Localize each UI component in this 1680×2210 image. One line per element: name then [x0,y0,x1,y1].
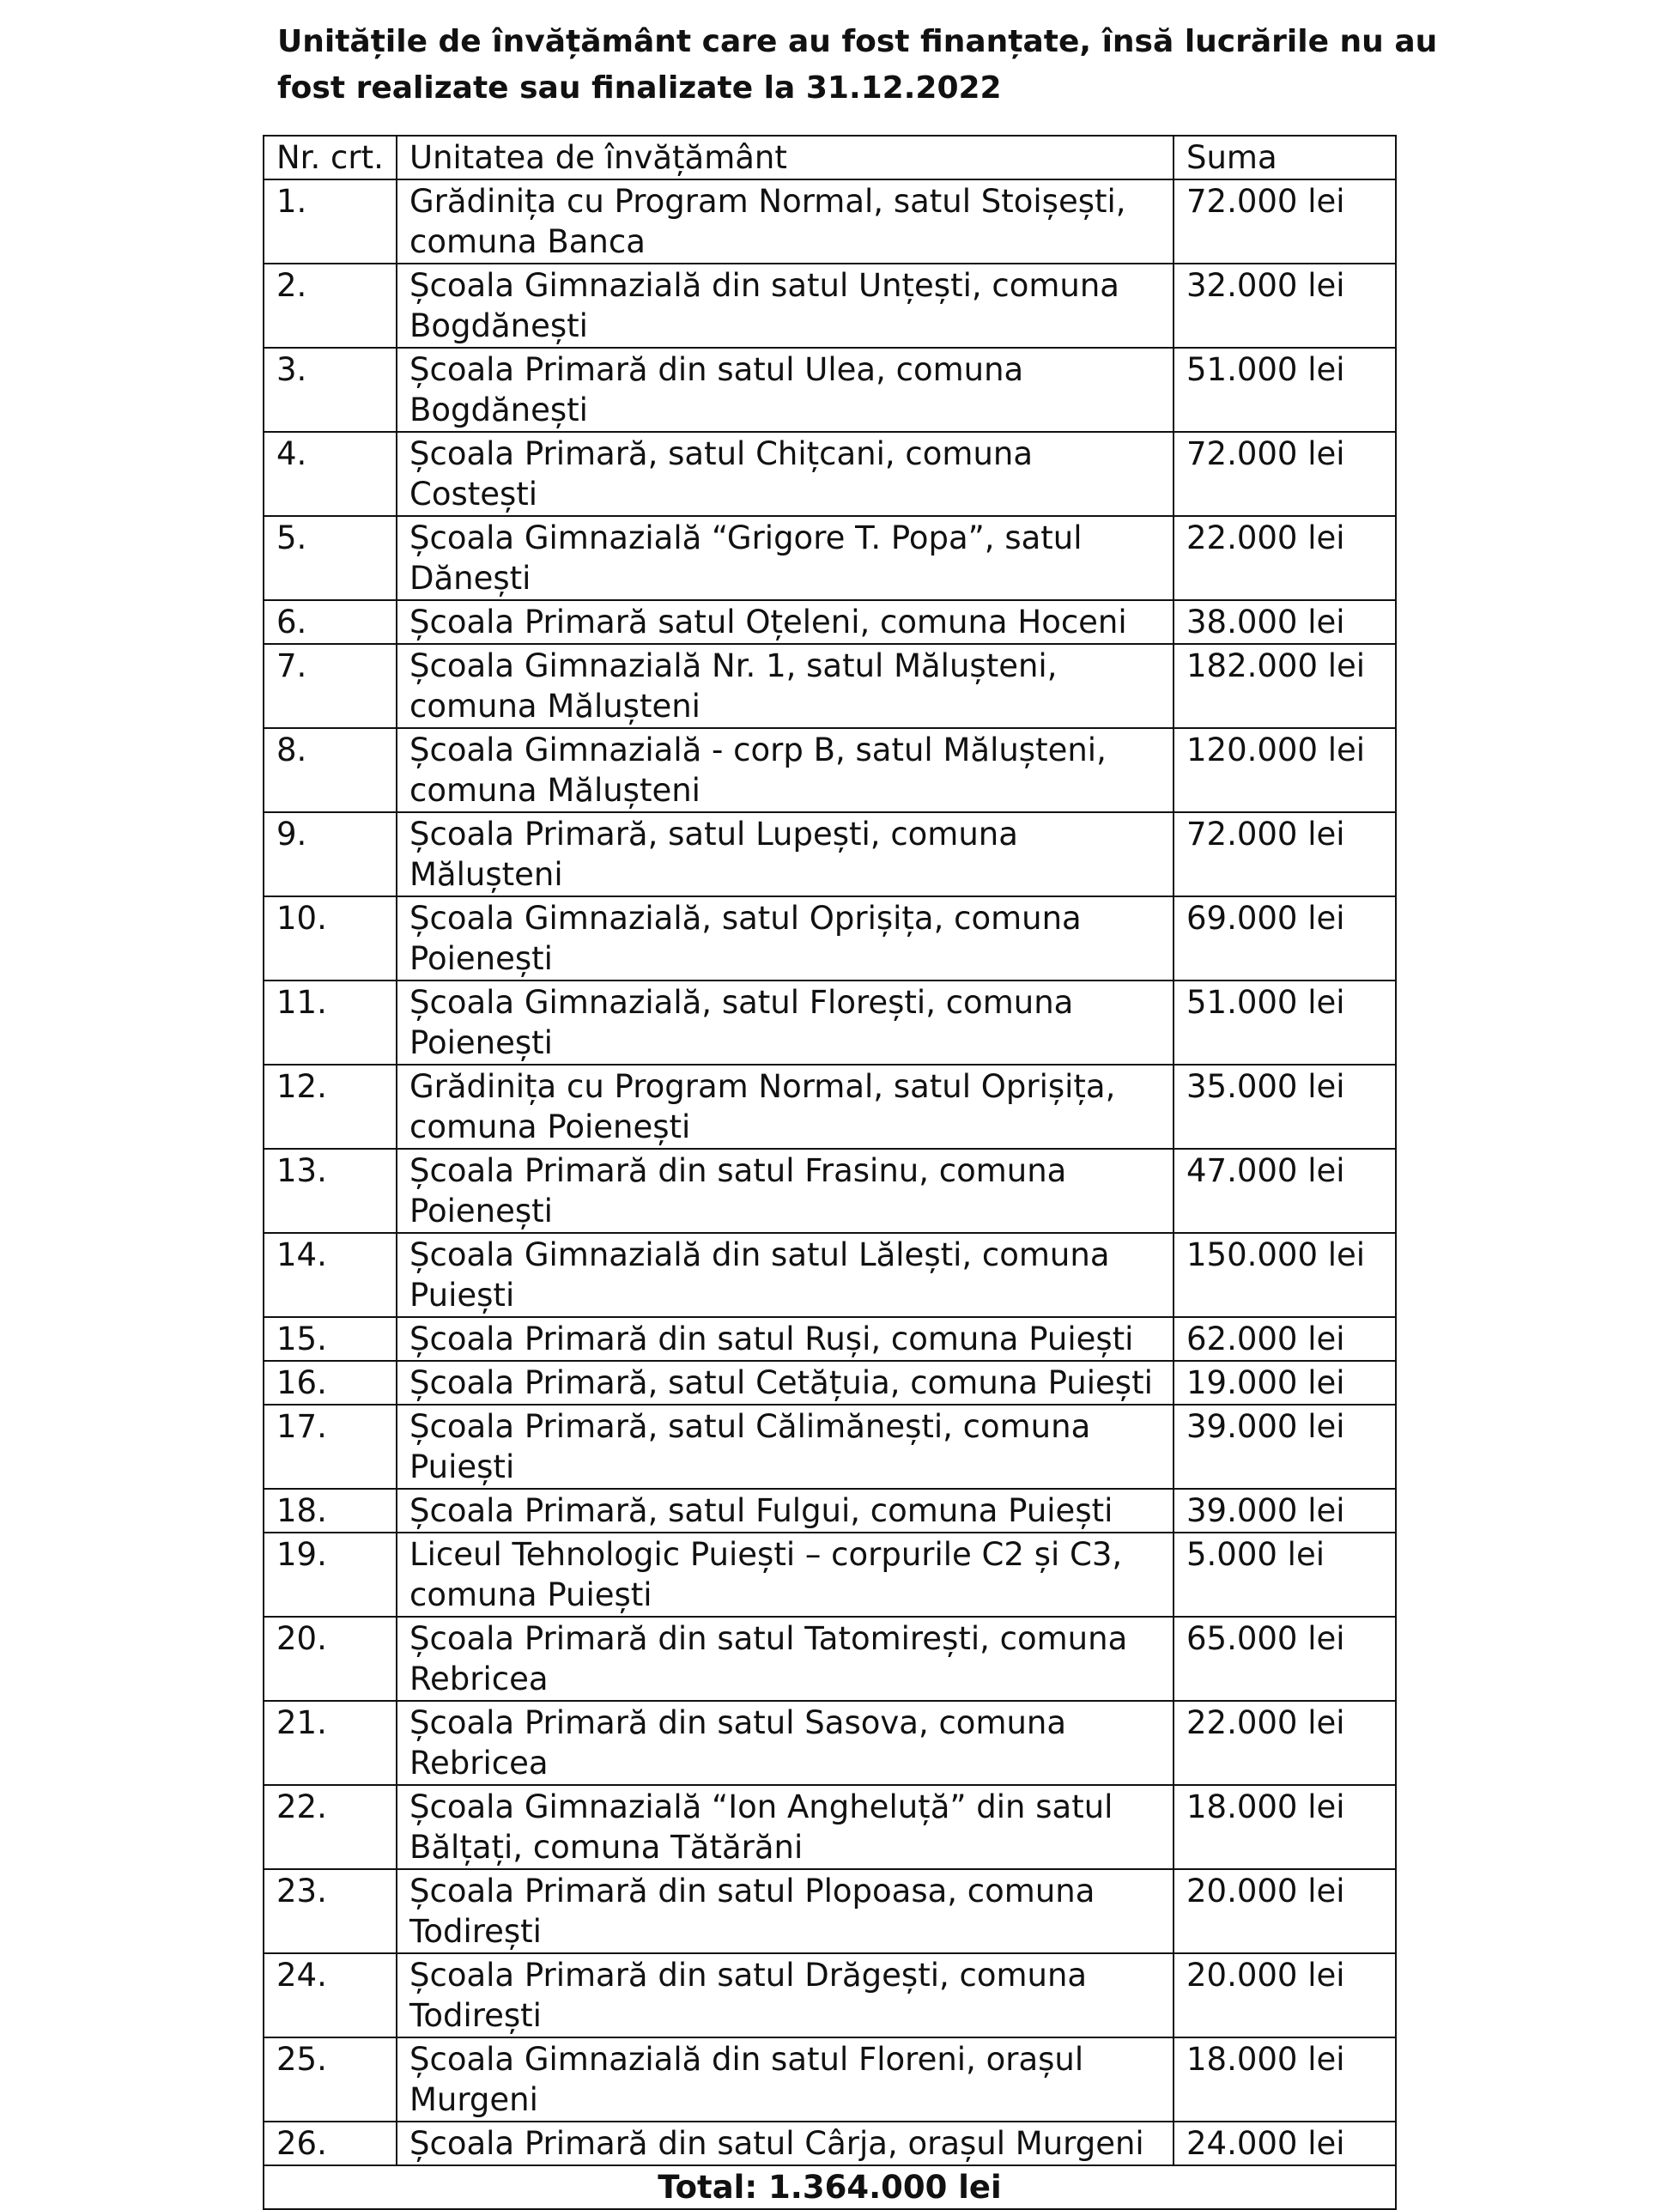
row-number: 18. [264,1489,397,1533]
table-row [264,1533,1396,1617]
school-name: Grădinița cu Program Normal, satul Oprișița, comuna Poienești [397,1065,1174,1149]
row-number: 1. [264,179,397,264]
amount: 5.000 lei [1174,1533,1396,1617]
table-row [264,1233,1396,1317]
school-name: Școala Primară din satul Cârja, orașul Murgeni [397,2122,1174,2165]
row-number: 10. [264,896,397,981]
table-row [264,1701,1396,1785]
table-row [264,896,1396,981]
row-number: 21. [264,1701,397,1785]
table-row [264,2037,1396,2122]
amount: 47.000 lei [1174,1149,1396,1233]
schools-table [263,135,1397,2210]
total-row [264,2165,1396,2209]
table-row [264,1149,1396,1233]
row-number: 3. [264,348,397,432]
table-row [264,1317,1396,1361]
table-row [264,1869,1396,1953]
table-row [264,264,1396,348]
amount: 32.000 lei [1174,264,1396,348]
school-name: Școala Gimnazială Nr. 1, satul Mălușteni, comuna Mălușteni [397,644,1174,728]
amount: 65.000 lei [1174,1617,1396,1701]
school-name: Școala Primară, satul Cetățuia, comuna Puiești [397,1361,1174,1405]
table-row [264,1405,1396,1489]
row-number: 14. [264,1233,397,1317]
school-name: Școala Gimnazială din satul Floreni, orașul Murgeni [397,2037,1174,2122]
table-row [264,516,1396,600]
school-name: Școala Primară din satul Ruși, comuna Puiești [397,1317,1174,1361]
amount: 150.000 lei [1174,1233,1396,1317]
row-number: 25. [264,2037,397,2122]
row-number: 15. [264,1317,397,1361]
row-number: 8. [264,728,397,812]
amount: 24.000 lei [1174,2122,1396,2165]
row-number: 4. [264,432,397,516]
row-number: 7. [264,644,397,728]
header-unit: Unitatea de învățământ [397,136,1174,179]
total-value: Total: 1.364.000 lei [264,2165,1396,2209]
table-row [264,348,1396,432]
row-number: 12. [264,1065,397,1149]
row-number: 26. [264,2122,397,2165]
amount: 38.000 lei [1174,600,1396,644]
table-row [264,1617,1396,1701]
school-name: Școala Primară din satul Sasova, comuna Rebricea [397,1701,1174,1785]
table-row [264,1489,1396,1533]
school-name: Școala Gimnazială, satul Florești, comuna Poienești [397,981,1174,1065]
school-name: Școala Gimnazială “Grigore T. Popa”, satul Dănești [397,516,1174,600]
row-number: 22. [264,1785,397,1869]
row-number: 6. [264,600,397,644]
school-name: Școala Primară din satul Plopoasa, comuna Todirești [397,1869,1174,1953]
row-number: 13. [264,1149,397,1233]
school-name: Liceul Tehnologic Puiești – corpurile C2 și C3, comuna Puiești [397,1533,1174,1617]
school-name: Școala Primară, satul Chițcani, comuna Costești [397,432,1174,516]
table-row [264,644,1396,728]
amount: 18.000 lei [1174,2037,1396,2122]
table-row [264,600,1396,644]
amount: 35.000 lei [1174,1065,1396,1149]
amount: 182.000 lei [1174,644,1396,728]
school-name: Grădinița cu Program Normal, satul Stoișești, comuna Banca [397,179,1174,264]
row-number: 19. [264,1533,397,1617]
amount: 19.000 lei [1174,1361,1396,1405]
row-number: 16. [264,1361,397,1405]
school-name: Școala Primară din satul Ulea, comuna Bogdănești [397,348,1174,432]
document-title: Unitățile de învățământ care au fost finanțate, însă lucrările nu au fost realizate sau finalizate la 31.12.2022 [277,24,1438,106]
table-row [264,981,1396,1065]
amount: 39.000 lei [1174,1405,1396,1489]
school-name: Școala Gimnazială “Ion Angheluță” din satul Bălțați, comuna Tătărăni [397,1785,1174,1869]
table-row [264,2122,1396,2165]
row-number: 23. [264,1869,397,1953]
school-name: Școala Gimnazială din satul Lălești, comuna Puiești [397,1233,1174,1317]
row-number: 24. [264,1953,397,2037]
header-row [264,136,1396,179]
school-name: Școala Primară satul Oțeleni, comuna Hoceni [397,600,1174,644]
row-number: 17. [264,1405,397,1489]
header-sum: Suma [1174,136,1396,179]
school-name: Școala Primară, satul Lupești, comuna Mălușteni [397,812,1174,896]
header-nr: Nr. crt. [264,136,397,179]
table-row [264,1361,1396,1405]
amount: 69.000 lei [1174,896,1396,981]
amount: 20.000 lei [1174,1869,1396,1953]
school-name: Școala Primară din satul Tatomirești, comuna Rebricea [397,1617,1174,1701]
table-row [264,1785,1396,1869]
amount: 22.000 lei [1174,516,1396,600]
amount: 72.000 lei [1174,812,1396,896]
amount: 72.000 lei [1174,432,1396,516]
table-body [264,179,1396,2165]
table-row [264,1065,1396,1149]
row-number: 11. [264,981,397,1065]
amount: 18.000 lei [1174,1785,1396,1869]
table-row [264,728,1396,812]
amount: 51.000 lei [1174,981,1396,1065]
school-name: Școala Gimnazială - corp B, satul Mălușteni, comuna Mălușteni [397,728,1174,812]
amount: 51.000 lei [1174,348,1396,432]
school-name: Școala Primară, satul Călimănești, comuna Puiești [397,1405,1174,1489]
table-header [264,136,1396,179]
school-name: Școala Primară, satul Fulgui, comuna Puiești [397,1489,1174,1533]
school-name: Școala Primară din satul Frasinu, comuna Poienești [397,1149,1174,1233]
row-number: 5. [264,516,397,600]
table-row [264,432,1396,516]
row-number: 20. [264,1617,397,1701]
school-name: Școala Gimnazială din satul Unțești, comuna Bogdănești [397,264,1174,348]
table-row [264,1953,1396,2037]
row-number: 9. [264,812,397,896]
table-row [264,179,1396,264]
amount: 20.000 lei [1174,1953,1396,2037]
amount: 39.000 lei [1174,1489,1396,1533]
table-footer [264,2165,1396,2209]
amount: 22.000 lei [1174,1701,1396,1785]
amount: 72.000 lei [1174,179,1396,264]
row-number: 2. [264,264,397,348]
school-name: Școala Primară din satul Drăgești, comuna Todirești [397,1953,1174,2037]
school-name: Școala Gimnazială, satul Oprișița, comuna Poienești [397,896,1174,981]
table-row [264,812,1396,896]
amount: 62.000 lei [1174,1317,1396,1361]
amount: 120.000 lei [1174,728,1396,812]
